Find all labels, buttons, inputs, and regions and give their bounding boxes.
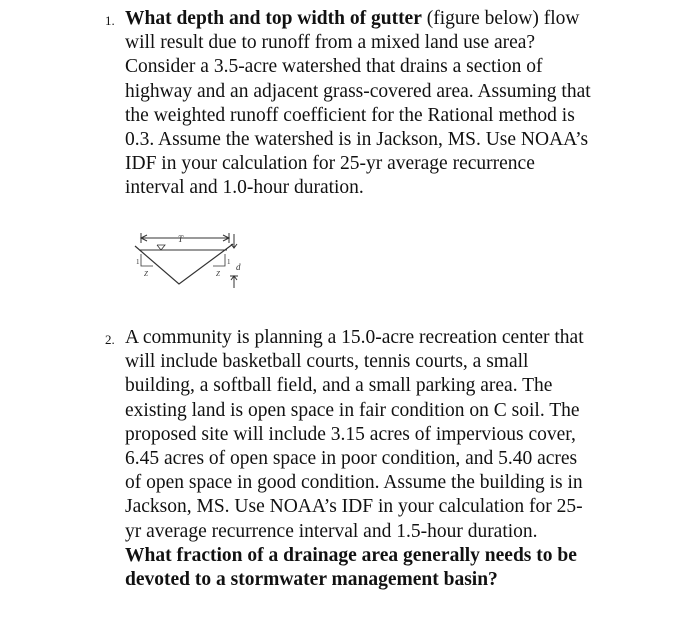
right-slope-one-label: 1 bbox=[227, 258, 231, 266]
question-2-bold-line: What fraction of a drainage area generally needs to be bbox=[125, 544, 577, 566]
top-width-label: T bbox=[178, 234, 184, 244]
right-slope-triangle bbox=[213, 254, 225, 266]
question-2-line: 6.45 acres of open space in poor condition, and 5.40 acres bbox=[125, 448, 578, 470]
depth-label: d bbox=[236, 262, 241, 272]
question-1-line: will result due to runoff from a mixed land use area? bbox=[125, 32, 536, 54]
question-1-line: 0.3. Assume the watershed is in Jackson, MS. Use NOAA’s bbox=[125, 129, 589, 151]
question-1-lead-rest: (figure below) flow bbox=[421, 8, 580, 29]
question-1 bbox=[105, 7, 665, 201]
question-1-line: highway and an adjacent grass-covered area. Assuming that bbox=[125, 80, 591, 102]
question-1-line: the weighted runoff coefficient for the Rational method is bbox=[125, 104, 575, 126]
gutter-cross-section-figure bbox=[133, 226, 243, 290]
question-2-body bbox=[105, 350, 665, 592]
question-1-line: Consider a 3.5-acre watershed that drains a section of bbox=[125, 56, 543, 78]
gutter-lines bbox=[135, 233, 238, 288]
question-1-first-line bbox=[125, 7, 665, 31]
question-1-number: 1. bbox=[105, 13, 115, 28]
question-2-line: yr average recurrence interval and 1.5-hour duration. bbox=[125, 520, 538, 542]
right-slope-z-label: Z bbox=[216, 270, 220, 278]
question-1-bold-lead: What depth and top width of gutter bbox=[125, 8, 422, 29]
question-1-line: IDF in your calculation for 25-yr average recurrence bbox=[125, 153, 535, 175]
water-level-symbol bbox=[157, 245, 165, 250]
question-2-line: building, a softball field, and a small parking area. The bbox=[125, 375, 553, 397]
question-2-first-line: A community is planning a 15.0-acre recreation center that bbox=[125, 327, 584, 348]
question-2-line: existing land is open space in fair condition on C soil. The bbox=[125, 399, 580, 421]
question-1-line: interval and 1.0-hour duration. bbox=[125, 177, 364, 199]
question-2-bold-line: devoted to a stormwater management basin? bbox=[125, 569, 498, 591]
question-2 bbox=[105, 326, 665, 592]
question-2-line: will include basketball courts, tennis courts, a small bbox=[125, 351, 529, 373]
question-1-body bbox=[105, 31, 665, 200]
left-slope-z-label: Z bbox=[144, 270, 148, 278]
question-2-line: proposed site will include 3.15 acres of impervious cover, bbox=[125, 423, 576, 445]
question-2-number: 2. bbox=[105, 332, 115, 347]
gutter-diagram bbox=[133, 226, 243, 290]
question-2-line: Jackson, MS. Use NOAA’s IDF in your calculation for 25- bbox=[125, 496, 583, 518]
left-slope-one-label: 1 bbox=[136, 258, 140, 266]
question-2-line: of open space in good condition. Assume the building is in bbox=[125, 472, 583, 494]
